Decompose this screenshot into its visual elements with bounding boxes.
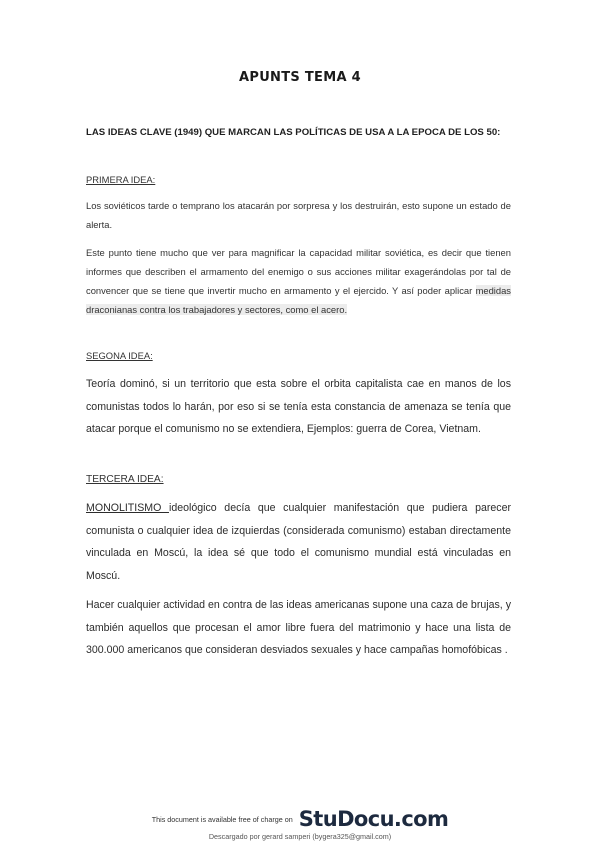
idea2-label: SEGONA IDEA: bbox=[86, 350, 153, 361]
section-heading: LAS IDEAS CLAVE (1949) QUE MARCAN LAS POLÍTICAS DE USA A LA EPOCA DE LOS 50: bbox=[86, 127, 501, 138]
idea2-paragraph-1: Teoría dominó, si un territorio que esta sobre el orbita capitalista cae en manos de los comunistas todos lo harán, por eso si se tenía esta constancia de amenaza se tenía que atacar porque el comunismo no se extendiera, Ejemplos: guerra de Corea, Vietnam. bbox=[86, 378, 511, 435]
idea1-label: PRIMERA IDEA: bbox=[86, 174, 156, 185]
download-credit: Descargado por gerard samperi (bygera325@gmail.com) bbox=[208, 832, 392, 841]
footer-bar bbox=[0, 806, 600, 832]
idea3-paragraph-1-text: ideológico decía que cualquier manifestación que pudiera parecer comunista o cualquier idea de izquierdas (considerada comunismo) estaban directamente vinculada en Moscú, la idea sé que todo el comunismo mundial está vinculadas en Moscú. bbox=[86, 502, 511, 582]
idea3-label: TERCERA IDEA: bbox=[86, 474, 164, 485]
idea1-paragraph-2 bbox=[86, 243, 511, 319]
idea1-paragraph-1: Los soviéticos tarde o temprano los atacarán por sorpresa y los destruirán, esto supone un estado de alerta. bbox=[86, 200, 511, 230]
studocu-logo[interactable]: StuDocu.com bbox=[298, 807, 449, 831]
idea3-paragraph-1 bbox=[86, 497, 511, 587]
idea3-paragraph-2: Hacer cualquier actividad en contra de las ideas americanas supone una caza de brujas, y también aquellos que procesan el amor libre fuera del matrimonio y hace una lista de 300.000 americanos que consideran desviados sexuales y hace campañas homofóbicas . bbox=[86, 599, 511, 656]
monolitismo-term: MONOLITISMO bbox=[86, 502, 169, 514]
page-title: APUNTS TEMA 4 bbox=[239, 70, 361, 85]
idea1-paragraph-2-text: Este punto tiene mucho que ver para magnificar la capacidad militar soviética, es decir que tienen informes que describen el armamento del enemigo o sus acciones militar exagerándolas por tal de convencer que se tiene que invertir mucho en armamento y el ejercido. Y así poder aplicar bbox=[86, 247, 511, 296]
highlighted-text: medidas draconianas contra los trabajadores y sectores, como el acero. bbox=[86, 285, 511, 315]
availability-text: This document is available free of charge on bbox=[151, 814, 293, 824]
